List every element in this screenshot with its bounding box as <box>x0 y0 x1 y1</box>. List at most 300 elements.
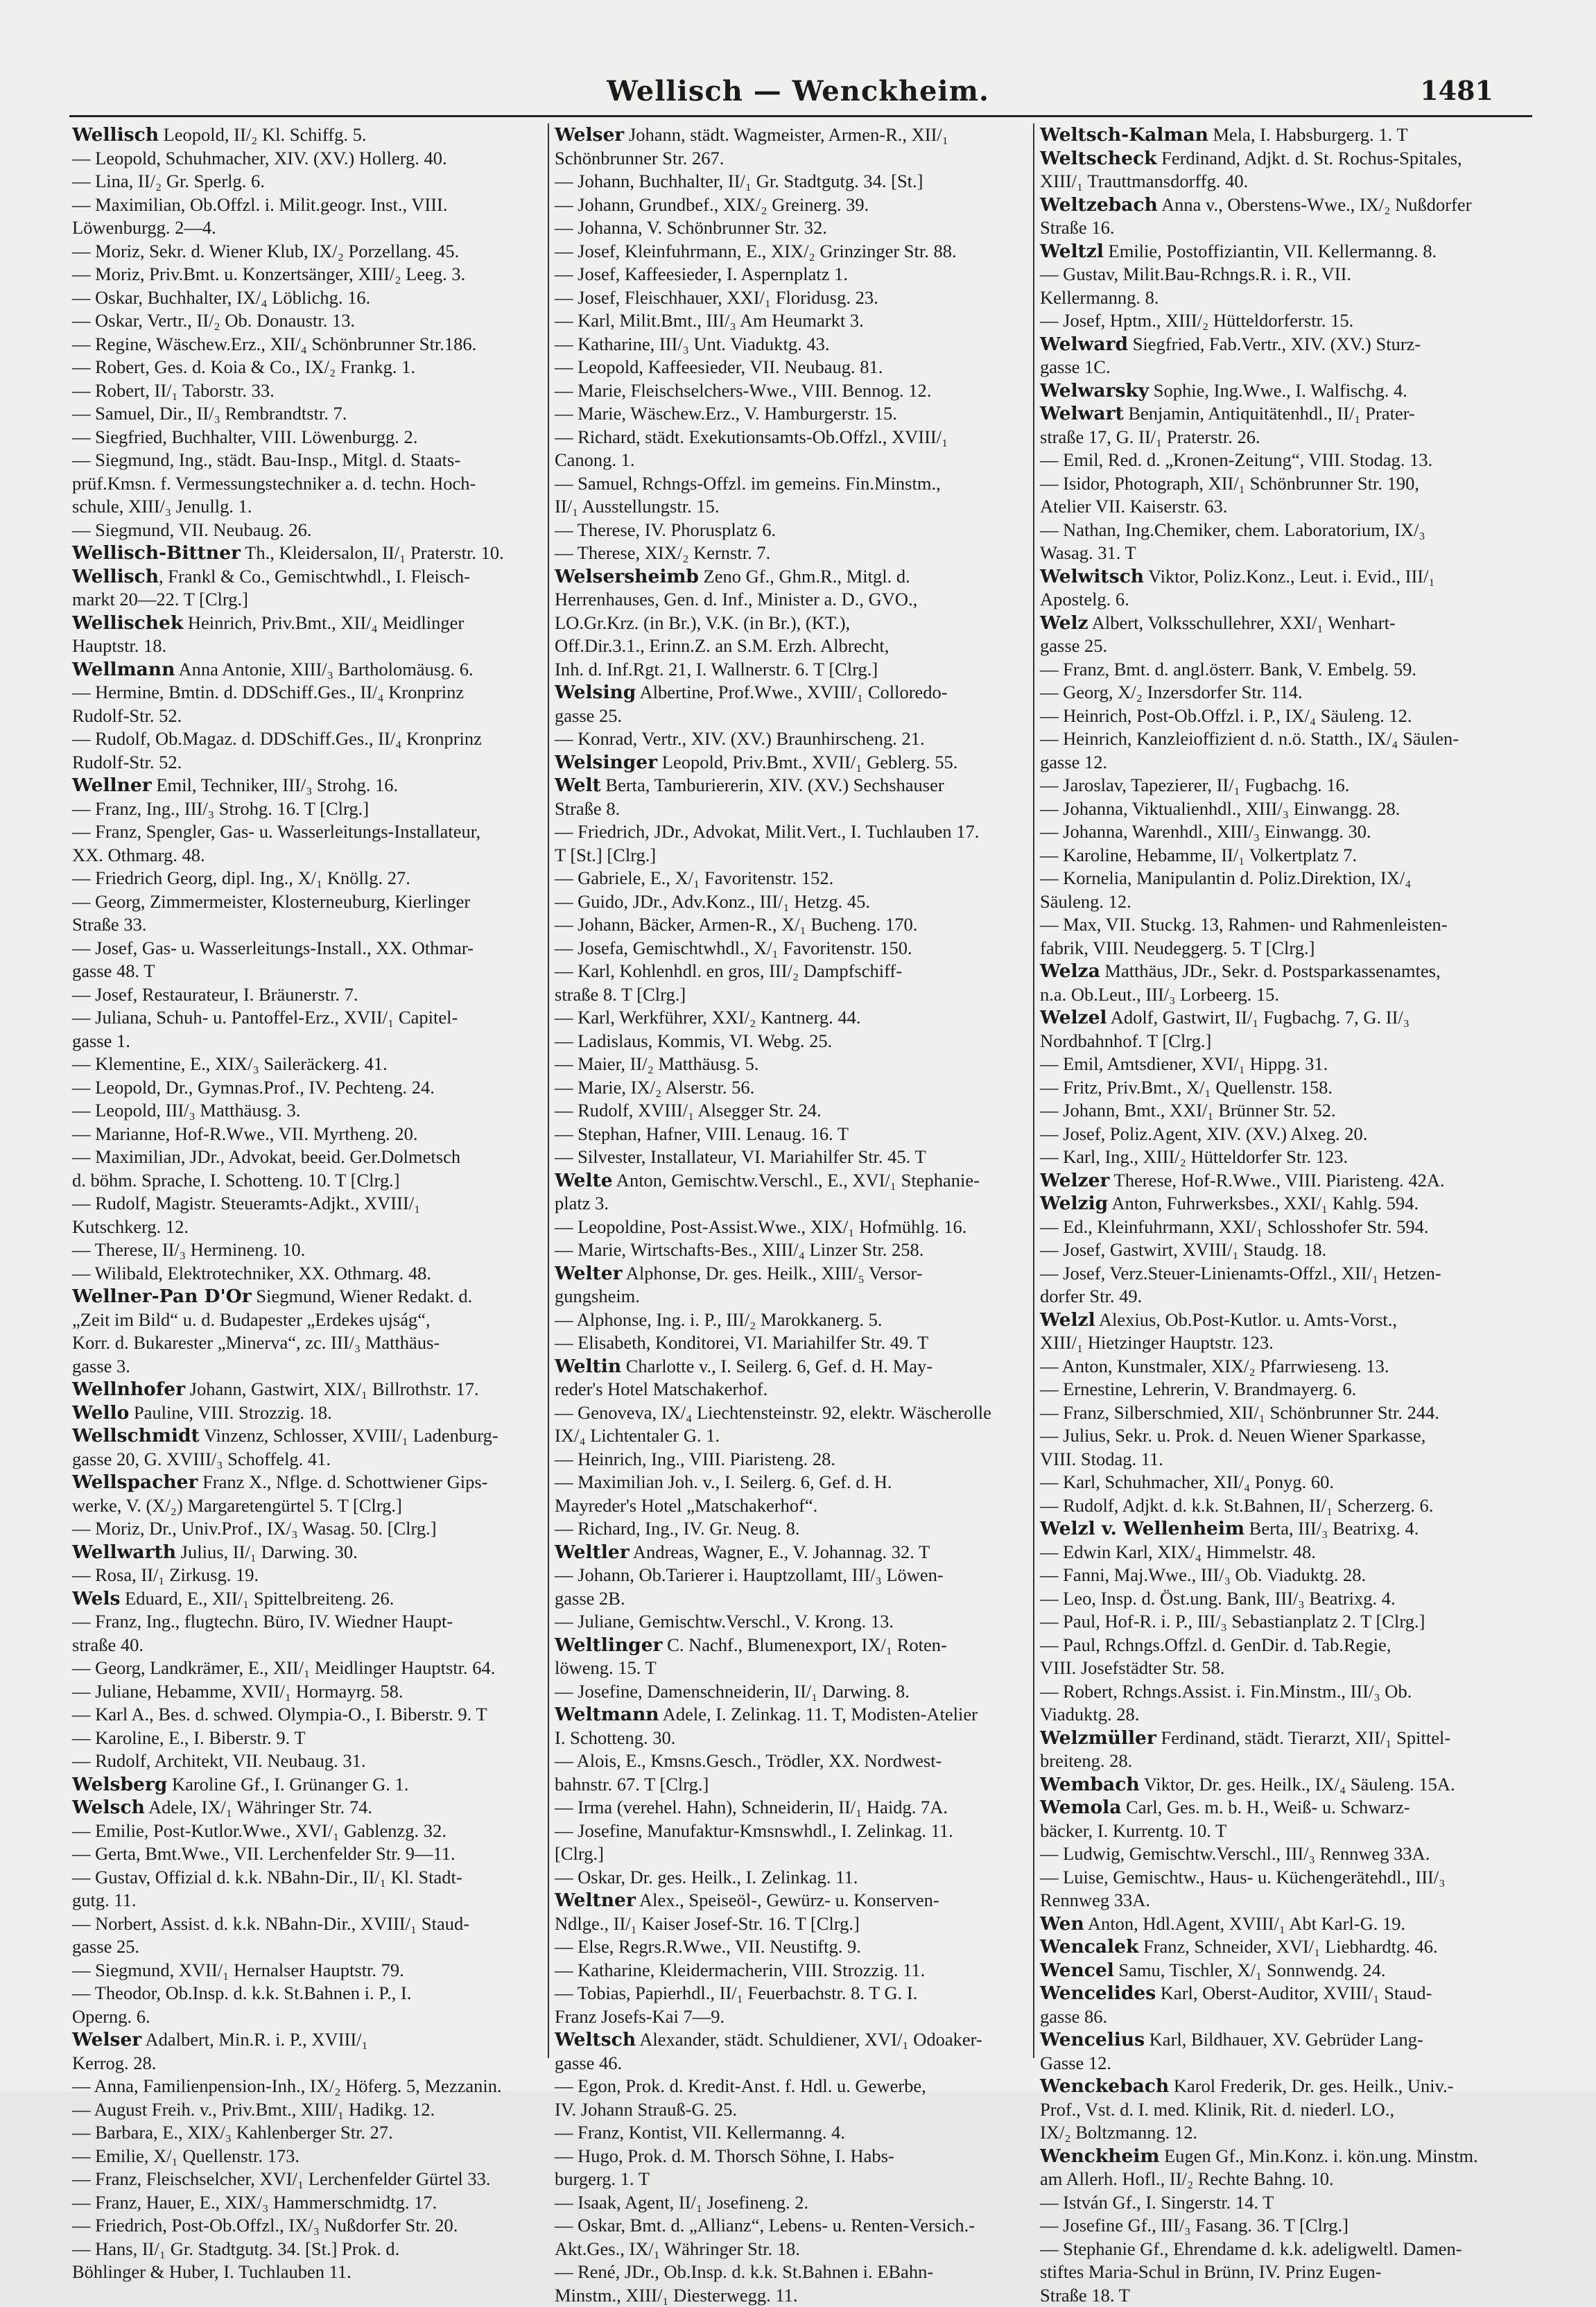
directory-line <box>1040 426 1518 449</box>
directory-line <box>72 1238 550 1262</box>
directory-line <box>1040 1564 1518 1587</box>
entry-text: VIII. Josefstädter Str. 58. <box>1040 1657 1224 1678</box>
entry-text: XIII/₁ Hietzinger Hauptstr. 123. <box>1040 1332 1274 1353</box>
directory-line <box>1040 1610 1518 1634</box>
directory-line <box>72 379 550 403</box>
entry-text: Löwenburgg. 2—4. <box>72 217 216 238</box>
entry-text: — Moriz, Dr., Univ.Prof., IX/₃ Wasag. 50. [Clrg.] <box>72 1518 437 1539</box>
entry-surname: Welwitsch <box>1040 566 1144 587</box>
entry-text: — Theodor, Ob.Insp. d. k.k. St.Bahnen i. P., I. <box>72 1982 411 2003</box>
directory-line <box>1040 1378 1518 1401</box>
directory-line <box>1040 356 1518 379</box>
directory-line <box>72 2052 550 2075</box>
directory-line <box>555 2191 1033 2215</box>
directory-line <box>72 1285 550 1308</box>
page-header <box>0 75 1596 114</box>
directory-line <box>72 705 550 728</box>
directory-line <box>555 2075 1033 2098</box>
entry-text: — Josef, Fleischhauer, XXI/₁ Floridusg. 23. <box>555 287 878 308</box>
entry-text: — Wilibald, Elektrotechniker, XX. Othmarg. 48. <box>72 1263 431 1284</box>
entry-text: — Juliana, Schuh- u. Pantoffel-Erz., XVII/₁ Capitel- <box>72 1007 458 1028</box>
entry-text: — Samuel, Dir., II/₃ Rembrandtstr. 7. <box>72 403 347 424</box>
directory-line <box>555 634 1033 658</box>
entry-surname: Weltmann <box>555 1704 659 1725</box>
entry-text: — Josefine Gf., III/₃ Fasang. 36. T [Clrg.] <box>1040 2215 1348 2236</box>
directory-line <box>72 1169 550 1193</box>
directory-line <box>72 1030 550 1053</box>
directory-line <box>72 1634 550 1657</box>
entry-surname: Wellnhofer <box>72 1379 185 1400</box>
entry-text: — Therese, IV. Phorusplatz 6. <box>555 519 776 540</box>
directory-line <box>1040 2028 1518 2052</box>
directory-line <box>555 379 1033 403</box>
entry-surname: Welsberg <box>72 1774 167 1795</box>
directory-line <box>555 2214 1033 2238</box>
directory-line <box>72 1262 550 1286</box>
entry-text: — Maximilian, JDr., Advokat, beeid. Ger.Dolmetsch <box>72 1146 460 1167</box>
directory-line <box>555 542 1033 565</box>
directory-line <box>72 1749 550 1773</box>
entry-text: Siegmund, Wiener Redakt. d. <box>252 1286 473 1306</box>
entry-text: platz 3. <box>555 1193 609 1213</box>
directory-line <box>72 1216 550 1239</box>
directory-line <box>555 1912 1033 1936</box>
directory-line <box>1040 1657 1518 1680</box>
directory-line <box>72 751 550 775</box>
directory-line <box>72 449 550 472</box>
entry-text: — Johann, Bmt., XXI/₁ Brünner Str. 52. <box>1040 1100 1336 1121</box>
directory-line <box>555 1424 1033 1448</box>
directory-line <box>1040 983 1518 1007</box>
entry-text: — Siegfried, Buchhalter, VIII. Löwenburgg. 2. <box>72 426 417 447</box>
column-divider <box>1033 123 1034 2058</box>
entry-text: — Karl, Milit.Bmt., III/₃ Am Heumarkt 3. <box>555 310 864 331</box>
entry-text: — Robert, Ges. d. Koia & Co., IX/₂ Frankg. 1. <box>72 356 415 377</box>
entry-text: Benjamin, Antiquitätenhdl., II/₁ Prater- <box>1124 403 1415 424</box>
entry-text: — Rosa, II/₁ Zirkusg. 19. <box>72 1564 259 1585</box>
directory-line <box>1040 1192 1518 1216</box>
directory-line <box>72 634 550 658</box>
entry-text: Korr. d. Bukarester „Minerva“, zc. III/₃ Matthäus- <box>72 1332 440 1353</box>
entry-surname: Welzel <box>1040 1007 1107 1028</box>
directory-line <box>1040 1820 1518 1843</box>
directory-line <box>555 356 1033 379</box>
entry-text: Rudolf-Str. 52. <box>72 752 182 772</box>
directory-line <box>1040 634 1518 658</box>
directory-line <box>1040 216 1518 240</box>
entry-text: — Richard, städt. Exekutionsamts-Ob.Offzl., XVIII/₁ <box>555 426 948 447</box>
entry-text: — Robert, II/₁ Taborstr. 33. <box>72 380 275 401</box>
entry-text: gasse 12. <box>1040 752 1107 772</box>
directory-line <box>555 123 1033 147</box>
entry-surname: Welzig <box>1040 1193 1108 1214</box>
entry-text: — Josef, Poliz.Agent, XIV. (XV.) Alxeg. 20. <box>1040 1123 1367 1144</box>
entry-text: — Karl, Ing., XIII/₂ Hütteldorfer Str. 123. <box>1040 1146 1348 1167</box>
entry-text: — Katharine, III/₃ Unt. Viaduktg. 43. <box>555 334 829 354</box>
directory-line <box>555 1749 1033 1773</box>
entry-text: — René, JDr., Ob.Insp. d. k.k. St.Bahnen i. EBahn- <box>555 2261 933 2282</box>
directory-line <box>72 1424 550 1448</box>
entry-text: stiftes Maria-Schul in Brünn, IV. Prinz Eugen- <box>1040 2261 1382 2282</box>
entry-text: Straße 33. <box>72 914 146 935</box>
directory-line <box>72 1192 550 1216</box>
directory-line <box>1040 2052 1518 2075</box>
entry-text: VIII. Stodag. 11. <box>1040 1449 1163 1469</box>
directory-line <box>555 2052 1033 2075</box>
directory-line <box>555 1564 1033 1587</box>
entry-text: Anna v., Oberstens-Wwe., IX/₂ Nußdorfer <box>1158 194 1472 215</box>
directory-line <box>1040 727 1518 751</box>
entry-text: Adele, I. Zelinkag. 11. T, Modisten-Atelier <box>659 1704 978 1725</box>
entry-text: — Franz, Hauer, E., XIX/₃ Hammerschmidtg. 17. <box>72 2192 437 2213</box>
entry-text: — Hugo, Prok. d. M. Thorsch Söhne, I. Habs- <box>555 2145 894 2166</box>
entry-text: Julius, II/₁ Darwing. 30. <box>176 1541 358 1562</box>
directory-line <box>1040 2005 1518 2029</box>
entry-text: — Gerta, Bmt.Wwe., VII. Lerchenfelder Str. 9—11. <box>72 1843 456 1864</box>
entry-text: — Ludwig, Gemischtw.Verschl., III/₃ Rennweg 33A. <box>1040 1843 1430 1864</box>
entry-text: — Therese, XIX/₂ Kernstr. 7. <box>555 542 770 563</box>
directory-line <box>1040 263 1518 286</box>
directory-line <box>555 1355 1033 1379</box>
entry-text: — Alois, E., Kmsns.Gesch., Trödler, XX. Nordwest- <box>555 1750 942 1771</box>
directory-line <box>72 426 550 449</box>
directory-line <box>72 588 550 612</box>
entry-text: — Johann, Bäcker, Armen-R., X/₁ Bucheng. 170. <box>555 914 917 935</box>
entry-text: — Luise, Gemischtw., Haus- u. Küchengerätehdl., III/₃ <box>1040 1867 1445 1887</box>
entry-text: Vinzenz, Schlosser, XVIII/₁ Ladenburg- <box>200 1425 498 1446</box>
entry-surname: Welzmüller <box>1040 1727 1156 1749</box>
directory-line <box>1040 449 1518 472</box>
directory-line <box>72 2238 550 2261</box>
entry-surname: Welsersheimb <box>555 566 699 587</box>
directory-line <box>555 983 1033 1007</box>
entry-text: werke, V. (X/₂) Margaretengürtel 5. T [Clrg.] <box>72 1495 402 1516</box>
directory-line <box>555 216 1033 240</box>
directory-line <box>72 1610 550 1634</box>
directory-line <box>1040 820 1518 844</box>
entry-text: Alexander, städt. Schuldiener, XVI/₁ Odoaker- <box>636 2029 982 2050</box>
entry-text: Kerrog. 28. <box>72 2053 156 2073</box>
directory-line <box>1040 890 1518 914</box>
entry-surname: Wencelius <box>1040 2029 1145 2050</box>
directory-line <box>555 2028 1033 2052</box>
directory-line <box>72 286 550 310</box>
directory-line <box>1040 1796 1518 1820</box>
entry-text: Leopold, II/₂ Kl. Schiffg. 5. <box>159 124 366 145</box>
entry-text: — Josefine, Manufaktur-Kmsnswhdl., I. Zelinkag. 11. <box>555 1820 953 1841</box>
entry-surname: Weltzebach <box>1040 194 1158 216</box>
directory-line <box>555 2261 1033 2284</box>
entry-text: Albertine, Prof.Wwe., XVIII/₁ Colloredo- <box>636 682 947 702</box>
directory-line <box>1040 333 1518 356</box>
entry-text: — Emil, Red. d. „Kronen-Zeitung“, VIII. Stodag. 13. <box>1040 449 1432 470</box>
column-right <box>1040 123 1518 2065</box>
entry-text: — István Gf., I. Singerstr. 14. T <box>1040 2192 1274 2213</box>
entry-text: LO.Gr.Krz. (in Br.), V.K. (in Br.), (KT.), <box>555 612 850 633</box>
entry-surname: Wencalek <box>1040 1936 1138 1958</box>
entry-text: Th., Kleidersalon, II/₁ Praterstr. 10. <box>241 542 504 563</box>
directory-line <box>555 1796 1033 1820</box>
entry-text: breiteng. 28. <box>1040 1750 1132 1771</box>
entry-surname: Weltscheck <box>1040 148 1156 169</box>
directory-line <box>72 1703 550 1727</box>
directory-line <box>72 2261 550 2284</box>
directory-line <box>72 983 550 1007</box>
entry-text: Ferdinand, Adjkt. d. St. Rochus-Spitales, <box>1156 148 1461 169</box>
running-title: Wellisch — Wenckheim. <box>0 75 1596 107</box>
directory-line <box>555 1703 1033 1727</box>
entry-surname: Welser <box>72 2029 141 2050</box>
entry-text: Karl, Bildhauer, XV. Gebrüder Lang- <box>1145 2029 1423 2050</box>
entry-text: XIII/₁ Trauttmansdorffg. 40. <box>1040 171 1248 191</box>
entry-text: — Ernestine, Lehrerin, V. Brandmayerg. 6. <box>1040 1379 1356 1399</box>
entry-surname: Welzl <box>1040 1309 1095 1331</box>
directory-line <box>555 2145 1033 2168</box>
directory-line <box>555 1982 1033 2005</box>
entry-text: Karl, Oberst-Auditor, XVIII/₁ Staud- <box>1156 1982 1432 2003</box>
entry-text: IV. Johann Strauß-G. 25. <box>555 2099 737 2120</box>
directory-line <box>555 170 1033 193</box>
entry-text: Akt.Ges., IX/₁ Währinger Str. 18. <box>555 2238 800 2259</box>
directory-line <box>1040 844 1518 867</box>
entry-text: — Norbert, Assist. d. k.k. NBahn-Dir., XVIII/₁ Staud- <box>72 1913 469 1934</box>
directory-line <box>555 1773 1033 1797</box>
entry-text: — Tobias, Papierhdl., II/₁ Feuerbachstr. 8. T G. I. <box>555 1982 917 2003</box>
directory-line <box>72 913 550 937</box>
directory-line <box>555 1238 1033 1262</box>
directory-line <box>1040 1866 1518 1890</box>
directory-line <box>1040 960 1518 983</box>
page-number: 1481 <box>1420 75 1493 106</box>
directory-line <box>555 820 1033 844</box>
entry-text: Viaduktg. 28. <box>1040 1704 1139 1725</box>
entry-text: Canong. 1. <box>555 449 635 470</box>
entry-text: straße 17, G. II/₁ Praterstr. 26. <box>1040 426 1260 447</box>
entry-text: — Friedrich, JDr., Advokat, Milit.Vert., I. Tuchlauben 17. <box>555 821 979 842</box>
directory-line <box>555 1076 1033 1100</box>
entry-surname: Wellisch-Bittner <box>72 542 241 564</box>
directory-line <box>72 612 550 635</box>
directory-line <box>72 1657 550 1680</box>
directory-line <box>555 1889 1033 1912</box>
entry-surname: Welte <box>555 1170 613 1191</box>
directory-line <box>555 1216 1033 1239</box>
directory-line <box>72 565 550 589</box>
entry-text: — Kornelia, Manipulantin d. Poliz.Direktion, IX/₄ <box>1040 867 1411 888</box>
entry-text: — Heinrich, Ing., VIII. Piaristeng. 28. <box>555 1449 835 1469</box>
entry-text: — Karl A., Bes. d. schwed. Olympia-O., I. Biberstr. 9. T <box>72 1704 487 1725</box>
directory-line <box>1040 123 1518 147</box>
entry-surname: Wembach <box>1040 1774 1140 1795</box>
entry-text: Wasag. 31. T <box>1040 542 1136 563</box>
entry-surname: Wencel <box>1040 1960 1114 1981</box>
directory-line <box>1040 1541 1518 1564</box>
column-middle <box>555 123 1033 2065</box>
entry-text: Alex., Speiseöl-, Gewürz- u. Konserven- <box>636 1890 939 1910</box>
directory-line <box>1040 542 1518 565</box>
directory-line <box>555 565 1033 589</box>
entry-surname: Wellischek <box>72 612 183 634</box>
entry-text: — Fritz, Priv.Bmt., X/₁ Quellenstr. 158. <box>1040 1077 1333 1098</box>
directory-line <box>72 216 550 240</box>
entry-text: — Franz, Silberschmied, XII/₁ Schönbrunner Str. 244. <box>1040 1402 1439 1423</box>
directory-line <box>1040 1123 1518 1146</box>
directory-line <box>1040 1331 1518 1355</box>
directory-line <box>555 1378 1033 1401</box>
directory-line <box>555 751 1033 775</box>
directory-line <box>1040 2284 1518 2307</box>
entry-text: gutg. 11. <box>72 1890 137 1910</box>
entry-text: — Julius, Sekr. u. Prok. d. Neuen Wiener Sparkasse, <box>1040 1425 1425 1446</box>
entry-text: Apostelg. 6. <box>1040 589 1129 610</box>
directory-line <box>555 844 1033 867</box>
entry-surname: Wenckheim <box>1040 2145 1159 2167</box>
entry-text: — Leopoldine, Post-Assist.Wwe., XIX/₁ Hofmühlg. 16. <box>555 1216 966 1237</box>
directory-line <box>1040 1006 1518 1030</box>
entry-text: — Emil, Amtsdiener, XVI/₁ Hippg. 31. <box>1040 1053 1328 1074</box>
directory-line <box>555 495 1033 519</box>
entry-text: burgerg. 1. T <box>555 2168 650 2189</box>
directory-line <box>555 1842 1033 1866</box>
entry-surname: Weltsch <box>555 2029 636 2050</box>
directory-line <box>1040 1355 1518 1379</box>
directory-line <box>1040 1285 1518 1308</box>
entry-text: — Johann, Grundbef., XIX/₂ Greinerg. 39. <box>555 194 869 215</box>
directory-line <box>72 2121 550 2145</box>
entry-text: — Regine, Wäschew.Erz., XII/₄ Schönbrunner Str.186. <box>72 334 476 354</box>
entry-text: bahnstr. 67. T [Clrg.] <box>555 1774 709 1795</box>
entry-surname: Weltner <box>555 1890 636 1911</box>
directory-line <box>555 1169 1033 1193</box>
entry-surname: Wellner-Pan D'Or <box>72 1286 252 1307</box>
entry-text: gasse 25. <box>72 1936 139 1957</box>
entry-text: — Ladislaus, Kommis, VI. Webg. 25. <box>555 1030 832 1051</box>
directory-line <box>1040 1308 1518 1332</box>
directory-line <box>555 240 1033 263</box>
entry-text: — Robert, Rchngs.Assist. i. Fin.Minstm., III/₃ Ob. <box>1040 1681 1412 1702</box>
directory-line <box>1040 2098 1518 2122</box>
directory-line <box>1040 1099 1518 1123</box>
entry-text: Johann, städt. Wagmeister, Armen-R., XII/₁ <box>624 124 948 145</box>
entry-text: Eduard, E., XII/₁ Spittelbreiteng. 26. <box>120 1588 394 1609</box>
entry-surname: Welsing <box>555 682 636 703</box>
entry-text: löweng. 15. T <box>555 1657 657 1678</box>
entry-text: — Marie, Wirtschafts-Bes., XIII/₄ Linzer Str. 258. <box>555 1239 923 1260</box>
directory-line <box>72 2005 550 2029</box>
directory-line <box>72 960 550 983</box>
entry-surname: Welsinger <box>555 752 657 773</box>
entry-text: — Anna, Familienpension-Inh., IX/₂ Höferg. 5, Mezzanin. <box>72 2075 502 2096</box>
entry-text: Off.Dir.3.1., Erinn.Z. an S.M. Erzh. Albrecht, <box>555 635 889 656</box>
entry-text: — Juliane, Gemischtw.Verschl., V. Krong. 13. <box>555 1611 894 1632</box>
entry-text: — Karoline, E., I. Biberstr. 9. T <box>72 1727 306 1748</box>
entry-text: — Marianne, Hof-R.Wwe., VII. Myrtheng. 20. <box>72 1123 417 1144</box>
entry-text: , Frankl & Co., Gemischtwhdl., I. Fleisch- <box>159 566 470 587</box>
entry-text: Kutschkerg. 12. <box>72 1216 189 1237</box>
entry-text: — Franz, Bmt. d. angl.österr. Bank, V. Embelg. 59. <box>1040 659 1416 680</box>
entry-text: — Josef, Restaurateur, I. Bräunerstr. 7. <box>72 984 358 1005</box>
directory-line <box>555 774 1033 797</box>
entry-text: Eugen Gf., Min.Konz. i. kön.ung. Minstm. <box>1159 2145 1477 2166</box>
entry-text: — Leo, Insp. d. Öst.ung. Bank, III/₃ Beatrixg. 4. <box>1040 1588 1396 1609</box>
entry-text: d. böhm. Sprache, I. Schotteng. 10. T [Clrg.] <box>72 1170 400 1191</box>
directory-line <box>1040 751 1518 775</box>
directory-line <box>1040 2121 1518 2145</box>
directory-line <box>72 2214 550 2238</box>
entry-text: — Moriz, Sekr. d. Wiener Klub, IX/₂ Porzellang. 45. <box>72 241 459 261</box>
entry-surname: Welter <box>555 1263 623 1284</box>
entry-text: Adalbert, Min.R. i. P., XVIII/₁ <box>141 2029 368 2050</box>
directory-line <box>1040 937 1518 960</box>
entry-text: — Johann, Buchhalter, II/₁ Gr. Stadtgutg. 34. [St.] <box>555 171 923 191</box>
entry-text: straße 40. <box>72 1634 144 1655</box>
directory-line <box>1040 1587 1518 1611</box>
directory-line <box>72 1123 550 1146</box>
entry-text: — Stephanie Gf., Ehrendame d. k.k. adeligweltl. Damen- <box>1040 2238 1462 2259</box>
directory-line <box>72 820 550 844</box>
entry-text: — Karl, Werkführer, XXI/₂ Kantnerg. 44. <box>555 1007 860 1028</box>
entry-text: — Isaak, Agent, II/₁ Josefineng. 2. <box>555 2192 808 2213</box>
entry-text: Anton, Fuhrwerksbes., XXI/₁ Kahlg. 594. <box>1108 1193 1419 1213</box>
directory-line <box>555 2005 1033 2029</box>
entry-text: Operng. 6. <box>72 2006 150 2027</box>
entry-text: gasse 2B. <box>555 1588 625 1609</box>
directory-line <box>555 426 1033 449</box>
directory-line <box>555 2238 1033 2261</box>
directory-line <box>1040 1076 1518 1100</box>
entry-text: gasse 1C. <box>1040 356 1111 377</box>
directory-line <box>1040 519 1518 542</box>
entry-text: bäcker, I. Kurrentg. 10. T <box>1040 1820 1226 1841</box>
directory-line <box>555 1448 1033 1471</box>
directory-line <box>1040 1424 1518 1448</box>
entry-surname: Welwarsky <box>1040 380 1149 401</box>
entry-text: — Karoline, Hebamme, II/₁ Volkertplatz 7. <box>1040 845 1357 865</box>
entry-text: Minstm., XIII/₁ Diesterwegg. 11. <box>555 2285 798 2306</box>
entry-text: Anton, Hdl.Agent, XVIII/₁ Abt Karl-G. 19. <box>1084 1913 1405 1934</box>
directory-line <box>72 1448 550 1471</box>
directory-line <box>1040 565 1518 589</box>
directory-line <box>555 1959 1033 1982</box>
directory-line <box>1040 2075 1518 2098</box>
entry-text: — Richard, Ing., IV. Gr. Neug. 8. <box>555 1518 800 1539</box>
directory-line <box>1040 2238 1518 2261</box>
entry-surname: Welt <box>555 775 601 796</box>
entry-text: — Friedrich Georg, dipl. Ing., X/₁ Knöllg. 27. <box>72 867 410 888</box>
directory-line <box>72 1727 550 1750</box>
entry-text: T [St.] [Clrg.] <box>555 845 656 865</box>
entry-text: Pauline, VIII. Strozzig. 18. <box>129 1402 331 1423</box>
directory-line <box>1040 867 1518 890</box>
entry-text: — Oskar, Dr. ges. Heilk., I. Zelinkag. 11. <box>555 1867 858 1887</box>
directory-line <box>72 1308 550 1332</box>
entry-text: Emilie, Postoffiziantin, VII. Kellermanng. 8. <box>1104 241 1437 261</box>
directory-line <box>555 797 1033 821</box>
directory-line <box>555 147 1033 171</box>
entry-text: Zeno Gf., Ghm.R., Mitgl. d. <box>699 566 910 587</box>
entry-text: — Josef, Kaffeesieder, I. Aspernplatz 1. <box>555 263 848 284</box>
entry-text: — Marie, IX/₂ Alserstr. 56. <box>555 1077 754 1098</box>
entry-text: — Rudolf, Architekt, VII. Neubaug. 31. <box>72 1750 365 1771</box>
directory-line <box>1040 1471 1518 1494</box>
directory-line <box>1040 1912 1518 1936</box>
entry-text: gasse 25. <box>555 705 622 726</box>
entry-text: gasse 25. <box>1040 635 1107 656</box>
entry-text: Berta, Tamburiererin, XIV. (XV.) Sechshauser <box>601 775 944 795</box>
entry-text: Sophie, Ing.Wwe., I. Walfischg. 4. <box>1149 380 1407 401</box>
entry-text: — Georg, X/₂ Inzersdorfer Str. 114. <box>1040 682 1303 702</box>
directory-line <box>72 2168 550 2191</box>
